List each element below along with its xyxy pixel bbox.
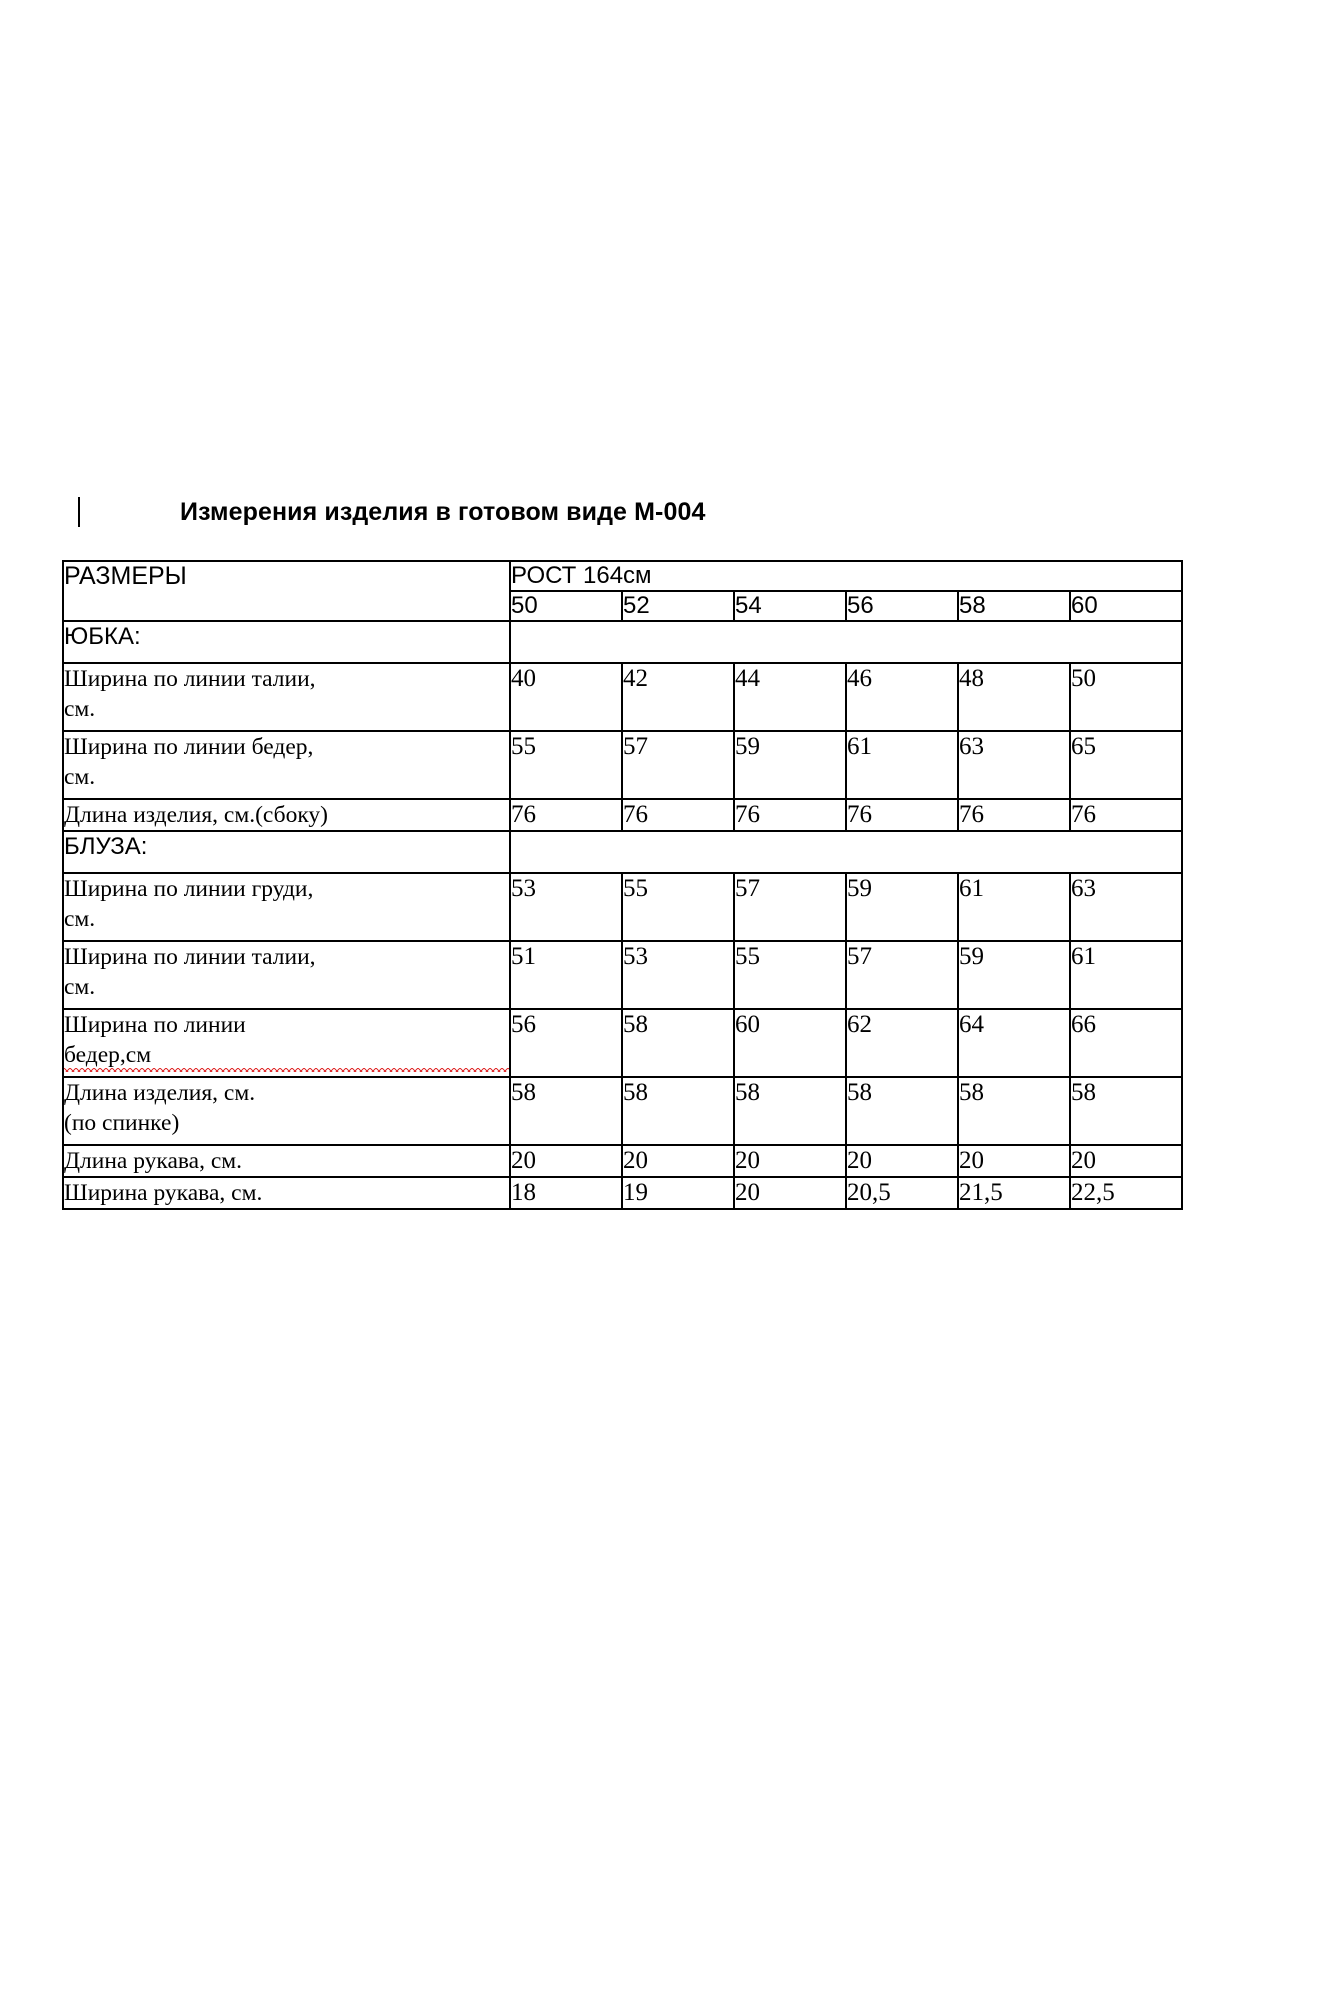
cell-value: 55 bbox=[622, 873, 734, 941]
table-row bbox=[63, 731, 1182, 799]
cell-value: 76 bbox=[958, 799, 1070, 831]
cell-value: 56 bbox=[510, 1009, 622, 1077]
section-header-row bbox=[63, 831, 1182, 873]
cell-value: 57 bbox=[846, 941, 958, 1009]
table-row bbox=[63, 1177, 1182, 1209]
row-label-line1: Длина рукава, см. bbox=[64, 1148, 243, 1174]
cell-value: 59 bbox=[734, 731, 846, 799]
table-row bbox=[63, 941, 1182, 1009]
row-label-line1: Ширина по линии бедер, bbox=[64, 734, 314, 760]
cell-value: 58 bbox=[734, 1077, 846, 1145]
table-row bbox=[63, 799, 1182, 831]
row-label bbox=[63, 731, 510, 799]
cell-value: 58 bbox=[958, 1077, 1070, 1145]
document-body bbox=[62, 490, 1182, 1210]
cell-value: 21,5 bbox=[958, 1177, 1070, 1209]
cell-value: 57 bbox=[734, 873, 846, 941]
row-label-line2: см. bbox=[64, 906, 96, 932]
cell-value: 58 bbox=[622, 1009, 734, 1077]
cell-value: 22,5 bbox=[1070, 1177, 1182, 1209]
cell-value: 55 bbox=[510, 731, 622, 799]
cell-value: 58 bbox=[846, 1077, 958, 1145]
cell-value: 59 bbox=[846, 873, 958, 941]
cell-value: 63 bbox=[1070, 873, 1182, 941]
cell-value: 53 bbox=[622, 941, 734, 1009]
row-label-line1: Ширина по линии талии, bbox=[64, 944, 316, 970]
cell-value: 64 bbox=[958, 1009, 1070, 1077]
section-header-filler bbox=[510, 621, 1182, 663]
row-label-line2: см. bbox=[64, 696, 96, 722]
measurements-table bbox=[62, 560, 1183, 1210]
size-column-header: 56 bbox=[846, 591, 958, 621]
cell-value: 20 bbox=[622, 1145, 734, 1177]
cell-value: 61 bbox=[846, 731, 958, 799]
row-label bbox=[63, 1077, 510, 1145]
text-cursor bbox=[78, 497, 80, 527]
cell-value: 20 bbox=[734, 1145, 846, 1177]
section-header-row bbox=[63, 621, 1182, 663]
group-header-height: РОСТ 164см bbox=[510, 561, 1182, 591]
page-title: Измерения изделия в готовом виде М-004 bbox=[180, 497, 706, 526]
cell-value: 57 bbox=[622, 731, 734, 799]
size-column-header: 60 bbox=[1070, 591, 1182, 621]
cell-value: 61 bbox=[958, 873, 1070, 941]
row-label bbox=[63, 941, 510, 1009]
cell-value: 18 bbox=[510, 1177, 622, 1209]
table-row bbox=[63, 1077, 1182, 1145]
cell-value: 44 bbox=[734, 663, 846, 731]
size-column-header: 52 bbox=[622, 591, 734, 621]
cell-value: 76 bbox=[1070, 799, 1182, 831]
cell-value: 76 bbox=[622, 799, 734, 831]
cell-value: 58 bbox=[622, 1077, 734, 1145]
section-title-blouse: БЛУЗА: bbox=[63, 831, 510, 873]
cell-value: 61 bbox=[1070, 941, 1182, 1009]
cell-value: 48 bbox=[958, 663, 1070, 731]
cell-value: 19 bbox=[622, 1177, 734, 1209]
cell-value: 76 bbox=[734, 799, 846, 831]
cell-value: 60 bbox=[734, 1009, 846, 1077]
cell-value: 40 bbox=[510, 663, 622, 731]
table-row bbox=[63, 1145, 1182, 1177]
row-label bbox=[63, 663, 510, 731]
cell-value: 50 bbox=[1070, 663, 1182, 731]
table-header-row-group bbox=[63, 561, 1182, 591]
row-label-line1: Ширина по линии груди, bbox=[64, 876, 314, 902]
cell-value: 46 bbox=[846, 663, 958, 731]
row-label bbox=[63, 1177, 510, 1209]
row-label-line2-misspelled: бедер,см bbox=[64, 1040, 509, 1070]
table-row bbox=[63, 663, 1182, 731]
corner-label: РАЗМЕРЫ bbox=[63, 561, 510, 621]
row-label-line1: Ширина рукава, см. bbox=[64, 1180, 263, 1206]
section-header-filler bbox=[510, 831, 1182, 873]
row-label bbox=[63, 873, 510, 941]
table-row bbox=[63, 1009, 1182, 1077]
row-label-line1: Ширина по линии талии, bbox=[64, 666, 316, 692]
section-title-skirt: ЮБКА: bbox=[63, 621, 510, 663]
cell-value: 51 bbox=[510, 941, 622, 1009]
cell-value: 58 bbox=[1070, 1077, 1182, 1145]
cell-value: 20 bbox=[734, 1177, 846, 1209]
row-label-line2: (по спинке) bbox=[64, 1110, 180, 1136]
cell-value: 66 bbox=[1070, 1009, 1182, 1077]
size-column-header: 50 bbox=[510, 591, 622, 621]
row-label-line2: см. bbox=[64, 974, 96, 1000]
row-label bbox=[63, 1009, 510, 1077]
row-label bbox=[63, 1145, 510, 1177]
cell-value: 62 bbox=[846, 1009, 958, 1077]
cell-value: 20 bbox=[510, 1145, 622, 1177]
cell-value: 42 bbox=[622, 663, 734, 731]
cell-value: 76 bbox=[846, 799, 958, 831]
row-label bbox=[63, 799, 510, 831]
cell-value: 59 bbox=[958, 941, 1070, 1009]
cell-value: 76 bbox=[510, 799, 622, 831]
row-label-line1: Длина изделия, см. bbox=[64, 1080, 256, 1106]
cell-value: 20 bbox=[846, 1145, 958, 1177]
cell-value: 20 bbox=[958, 1145, 1070, 1177]
row-label-line1: Ширина по линии bbox=[64, 1012, 246, 1038]
cell-value: 58 bbox=[510, 1077, 622, 1145]
row-label-line1: Длина изделия, см.(сбоку) bbox=[64, 802, 328, 828]
cell-value: 20,5 bbox=[846, 1177, 958, 1209]
size-column-header: 58 bbox=[958, 591, 1070, 621]
cell-value: 63 bbox=[958, 731, 1070, 799]
cell-value: 55 bbox=[734, 941, 846, 1009]
table-row bbox=[63, 873, 1182, 941]
row-label-line2: см. bbox=[64, 764, 96, 790]
cell-value: 53 bbox=[510, 873, 622, 941]
title-row bbox=[62, 490, 1182, 534]
size-column-header: 54 bbox=[734, 591, 846, 621]
cell-value: 20 bbox=[1070, 1145, 1182, 1177]
cell-value: 65 bbox=[1070, 731, 1182, 799]
